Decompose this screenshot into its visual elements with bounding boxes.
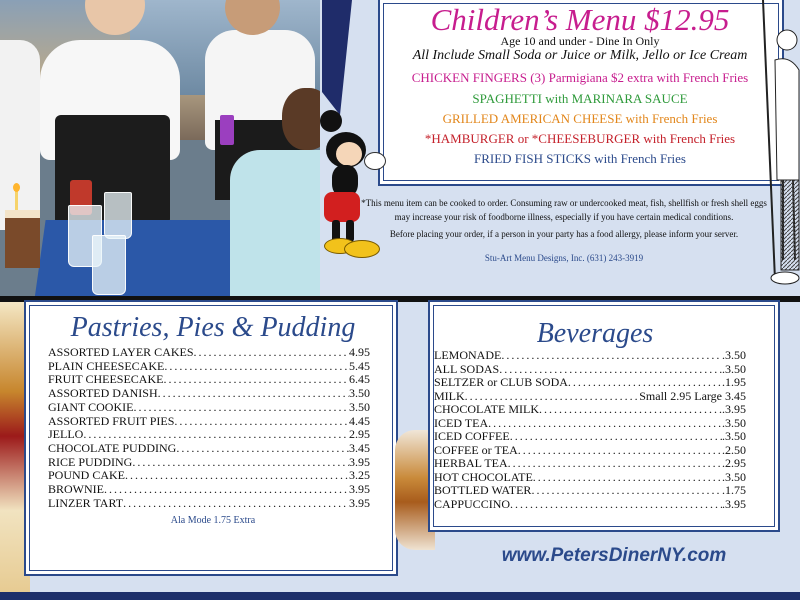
bottom-stripe xyxy=(0,592,428,600)
knight-sketch-illustration xyxy=(755,0,800,290)
mickey-mouse-illustration xyxy=(318,110,398,270)
photo-cake xyxy=(5,210,40,268)
leader-dots xyxy=(499,363,722,377)
menu-item-price: 3.50 xyxy=(349,399,370,414)
menu-item-row xyxy=(434,403,746,417)
menu-item-row xyxy=(48,401,370,415)
leader-dots xyxy=(531,484,722,498)
leader-dots xyxy=(164,360,349,374)
menu-item-price: 4.45 xyxy=(349,413,370,428)
website-link[interactable]: www.PetersDinerNY.com xyxy=(501,545,727,566)
menu-item-price: 3.95 xyxy=(349,454,370,469)
menu-item-name: CHOCOLATE PUDDING xyxy=(48,440,177,455)
menu-item-price: .3.50 xyxy=(722,348,746,362)
menu-item-row xyxy=(48,428,370,442)
leader-dots xyxy=(508,457,722,471)
photo-glass xyxy=(92,235,126,295)
photo-candle xyxy=(15,190,18,210)
leader-dots xyxy=(510,498,722,512)
photo-glass xyxy=(104,192,132,239)
menu-item-price: 3.25 xyxy=(349,468,370,483)
leader-dots xyxy=(568,376,722,390)
leader-dots xyxy=(518,444,722,458)
menu-item-row xyxy=(48,360,370,374)
leader-dots xyxy=(174,415,349,429)
menu-item-row xyxy=(48,387,370,401)
leader-dots xyxy=(533,471,722,485)
food-safety-disclaimer: *This menu item can be cooked to order. Consuming raw or undercooked meat, fish, shellfish or fresh shell eggs may increase your risk of foodborne illness, especially if you have certain medical conditions. xyxy=(361,198,767,222)
childrens-menu-title: Children’s Menu $12.95 xyxy=(430,2,730,37)
pastries-title: Pastries, Pies & Pudding xyxy=(70,312,356,343)
menu-item-row xyxy=(434,390,746,404)
leader-dots xyxy=(539,403,722,417)
ala-mode-note: Ala Mode 1.75 Extra xyxy=(170,515,256,526)
beverages-title: Beverages xyxy=(536,318,654,349)
menu-item-row xyxy=(434,363,746,377)
childrens-menu-item: CHICKEN FINGERS (3) Parmigiana $2 extra with French Fries xyxy=(411,70,749,85)
menu-item-row xyxy=(48,469,370,483)
leader-dots xyxy=(163,373,349,387)
menu-item-price: 4.95 xyxy=(349,345,370,359)
photo-guest xyxy=(230,150,320,298)
leader-dots xyxy=(133,401,349,415)
menu-item-name: CHOCOLATE MILK xyxy=(434,402,539,416)
menu-item-name: FRUIT CHEESECAKE xyxy=(48,372,164,387)
menu-item-row xyxy=(48,346,370,360)
childrens-menu-item: GRILLED AMERICAN CHEESE with French Fries xyxy=(442,111,718,126)
menu-item-price: .3.50 xyxy=(722,469,746,484)
menu-item-row xyxy=(434,484,746,498)
menu-item-name: POUND CAKE xyxy=(48,468,126,483)
menu-item-price: 5.45 xyxy=(349,358,370,373)
menu-item-row xyxy=(48,456,370,470)
menu-item-row xyxy=(48,415,370,429)
menu-item-row xyxy=(48,373,370,387)
menu-item-name: RICE PUDDING xyxy=(48,454,133,469)
photo-person-left xyxy=(0,40,40,230)
menu-item-name: ICED COFFEE xyxy=(434,429,510,443)
menu-item-name: COFFEE or TEA xyxy=(434,442,518,457)
leader-dots xyxy=(510,430,722,444)
leader-dots xyxy=(83,428,349,442)
menu-item-name: BOTTLED WATER xyxy=(434,483,532,497)
leader-dots xyxy=(104,483,349,497)
leader-dots xyxy=(194,346,349,360)
menu-item-row xyxy=(434,376,746,390)
menu-design-credit: Stu-Art Menu Designs, Inc. (631) 243-3919 xyxy=(484,253,644,263)
menu-item-name: CAPPUCCINO xyxy=(434,496,511,511)
menu-item-row xyxy=(434,444,746,458)
photo-flame xyxy=(13,183,20,192)
menu-item-name: LEMONADE xyxy=(434,348,502,362)
childrens-menu-subtitle: Age 10 and under - Dine In Only xyxy=(500,34,660,48)
menu-item-price: 3.95 xyxy=(349,482,370,496)
menu-item-price: 3.45 xyxy=(349,440,370,455)
bottom-stripe xyxy=(428,592,800,600)
menu-item-name: SELTZER or CLUB SODA xyxy=(434,375,568,389)
menu-item-price: 3.50 xyxy=(349,386,370,401)
menu-item-price: .2.50 xyxy=(722,442,746,457)
menu-item-row xyxy=(434,430,746,444)
menu-item-name: ALL SODAS xyxy=(434,361,500,376)
menu-item-name: ASSORTED DANISH xyxy=(48,386,158,401)
menu-item-price: .3.95 xyxy=(722,496,746,511)
menu-item-name: PLAIN CHEESECAKE xyxy=(48,358,165,373)
leader-dots xyxy=(132,456,349,470)
childrens-menu-includes: All Include Small Soda or Juice or Milk, Jello or Ice Cream xyxy=(412,48,748,63)
menu-item-price: .3.50 xyxy=(722,361,746,376)
menu-item-name: JELLO xyxy=(48,427,84,442)
photo-phone xyxy=(220,115,234,145)
leader-dots xyxy=(123,497,349,511)
leader-dots xyxy=(176,442,349,456)
menu-item-name: ASSORTED FRUIT PIES xyxy=(48,413,175,428)
menu-item-price: .3.50 xyxy=(722,415,746,430)
childrens-menu-item: FRIED FISH STICKS with French Fries xyxy=(474,151,686,166)
menu-item-name: BROWNIE xyxy=(48,482,104,496)
menu-item-price: 3.95 xyxy=(349,495,370,510)
childrens-menu-item: *HAMBURGER or *CHEESEBURGER with French Fries xyxy=(424,131,736,146)
diner-staff-photo xyxy=(0,0,320,298)
menu-item-row xyxy=(434,349,746,363)
menu-item-row xyxy=(434,498,746,512)
leader-dots xyxy=(501,349,722,363)
menu-item-name: LINZER TART xyxy=(48,495,124,510)
menu-item-row xyxy=(434,471,746,485)
menu-item-name: GIANT COOKIE xyxy=(48,399,134,414)
menu-item-price: .3.95 xyxy=(722,402,746,416)
menu-item-row xyxy=(48,497,370,511)
menu-item-price: .1.95 xyxy=(722,375,746,389)
photo-guest-head xyxy=(282,88,320,150)
leader-dots xyxy=(465,390,640,404)
leader-dots xyxy=(158,387,349,401)
leader-dots xyxy=(125,469,349,483)
menu-item-name: ASSORTED LAYER CAKES xyxy=(48,345,194,359)
leader-dots xyxy=(488,417,722,431)
menu-item-price: 2.95 xyxy=(349,427,370,442)
menu-item-price: Small 2.95 Large 3.45 xyxy=(639,388,746,403)
menu-item-price: .3.50 xyxy=(722,429,746,443)
menu-item-name: HOT CHOCOLATE xyxy=(434,469,533,484)
menu-item-price: 6.45 xyxy=(349,372,370,387)
menu-item-price: .1.75 xyxy=(722,483,746,497)
menu-item-row xyxy=(48,483,370,497)
menu-item-name: MILK xyxy=(434,388,465,403)
menu-item-row xyxy=(48,442,370,456)
childrens-menu-item: SPAGHETTI with MARINARA SAUCE xyxy=(472,91,688,106)
menu-item-name: HERBAL TEA xyxy=(434,456,508,470)
menu-item-row xyxy=(434,457,746,471)
menu-item-price: .2.95 xyxy=(722,456,746,470)
menu-item-name: ICED TEA xyxy=(434,415,489,430)
menu-item-row xyxy=(434,417,746,431)
allergy-disclaimer: Before placing your order, if a person in your party has a food allergy, please inform your server. xyxy=(389,229,739,239)
